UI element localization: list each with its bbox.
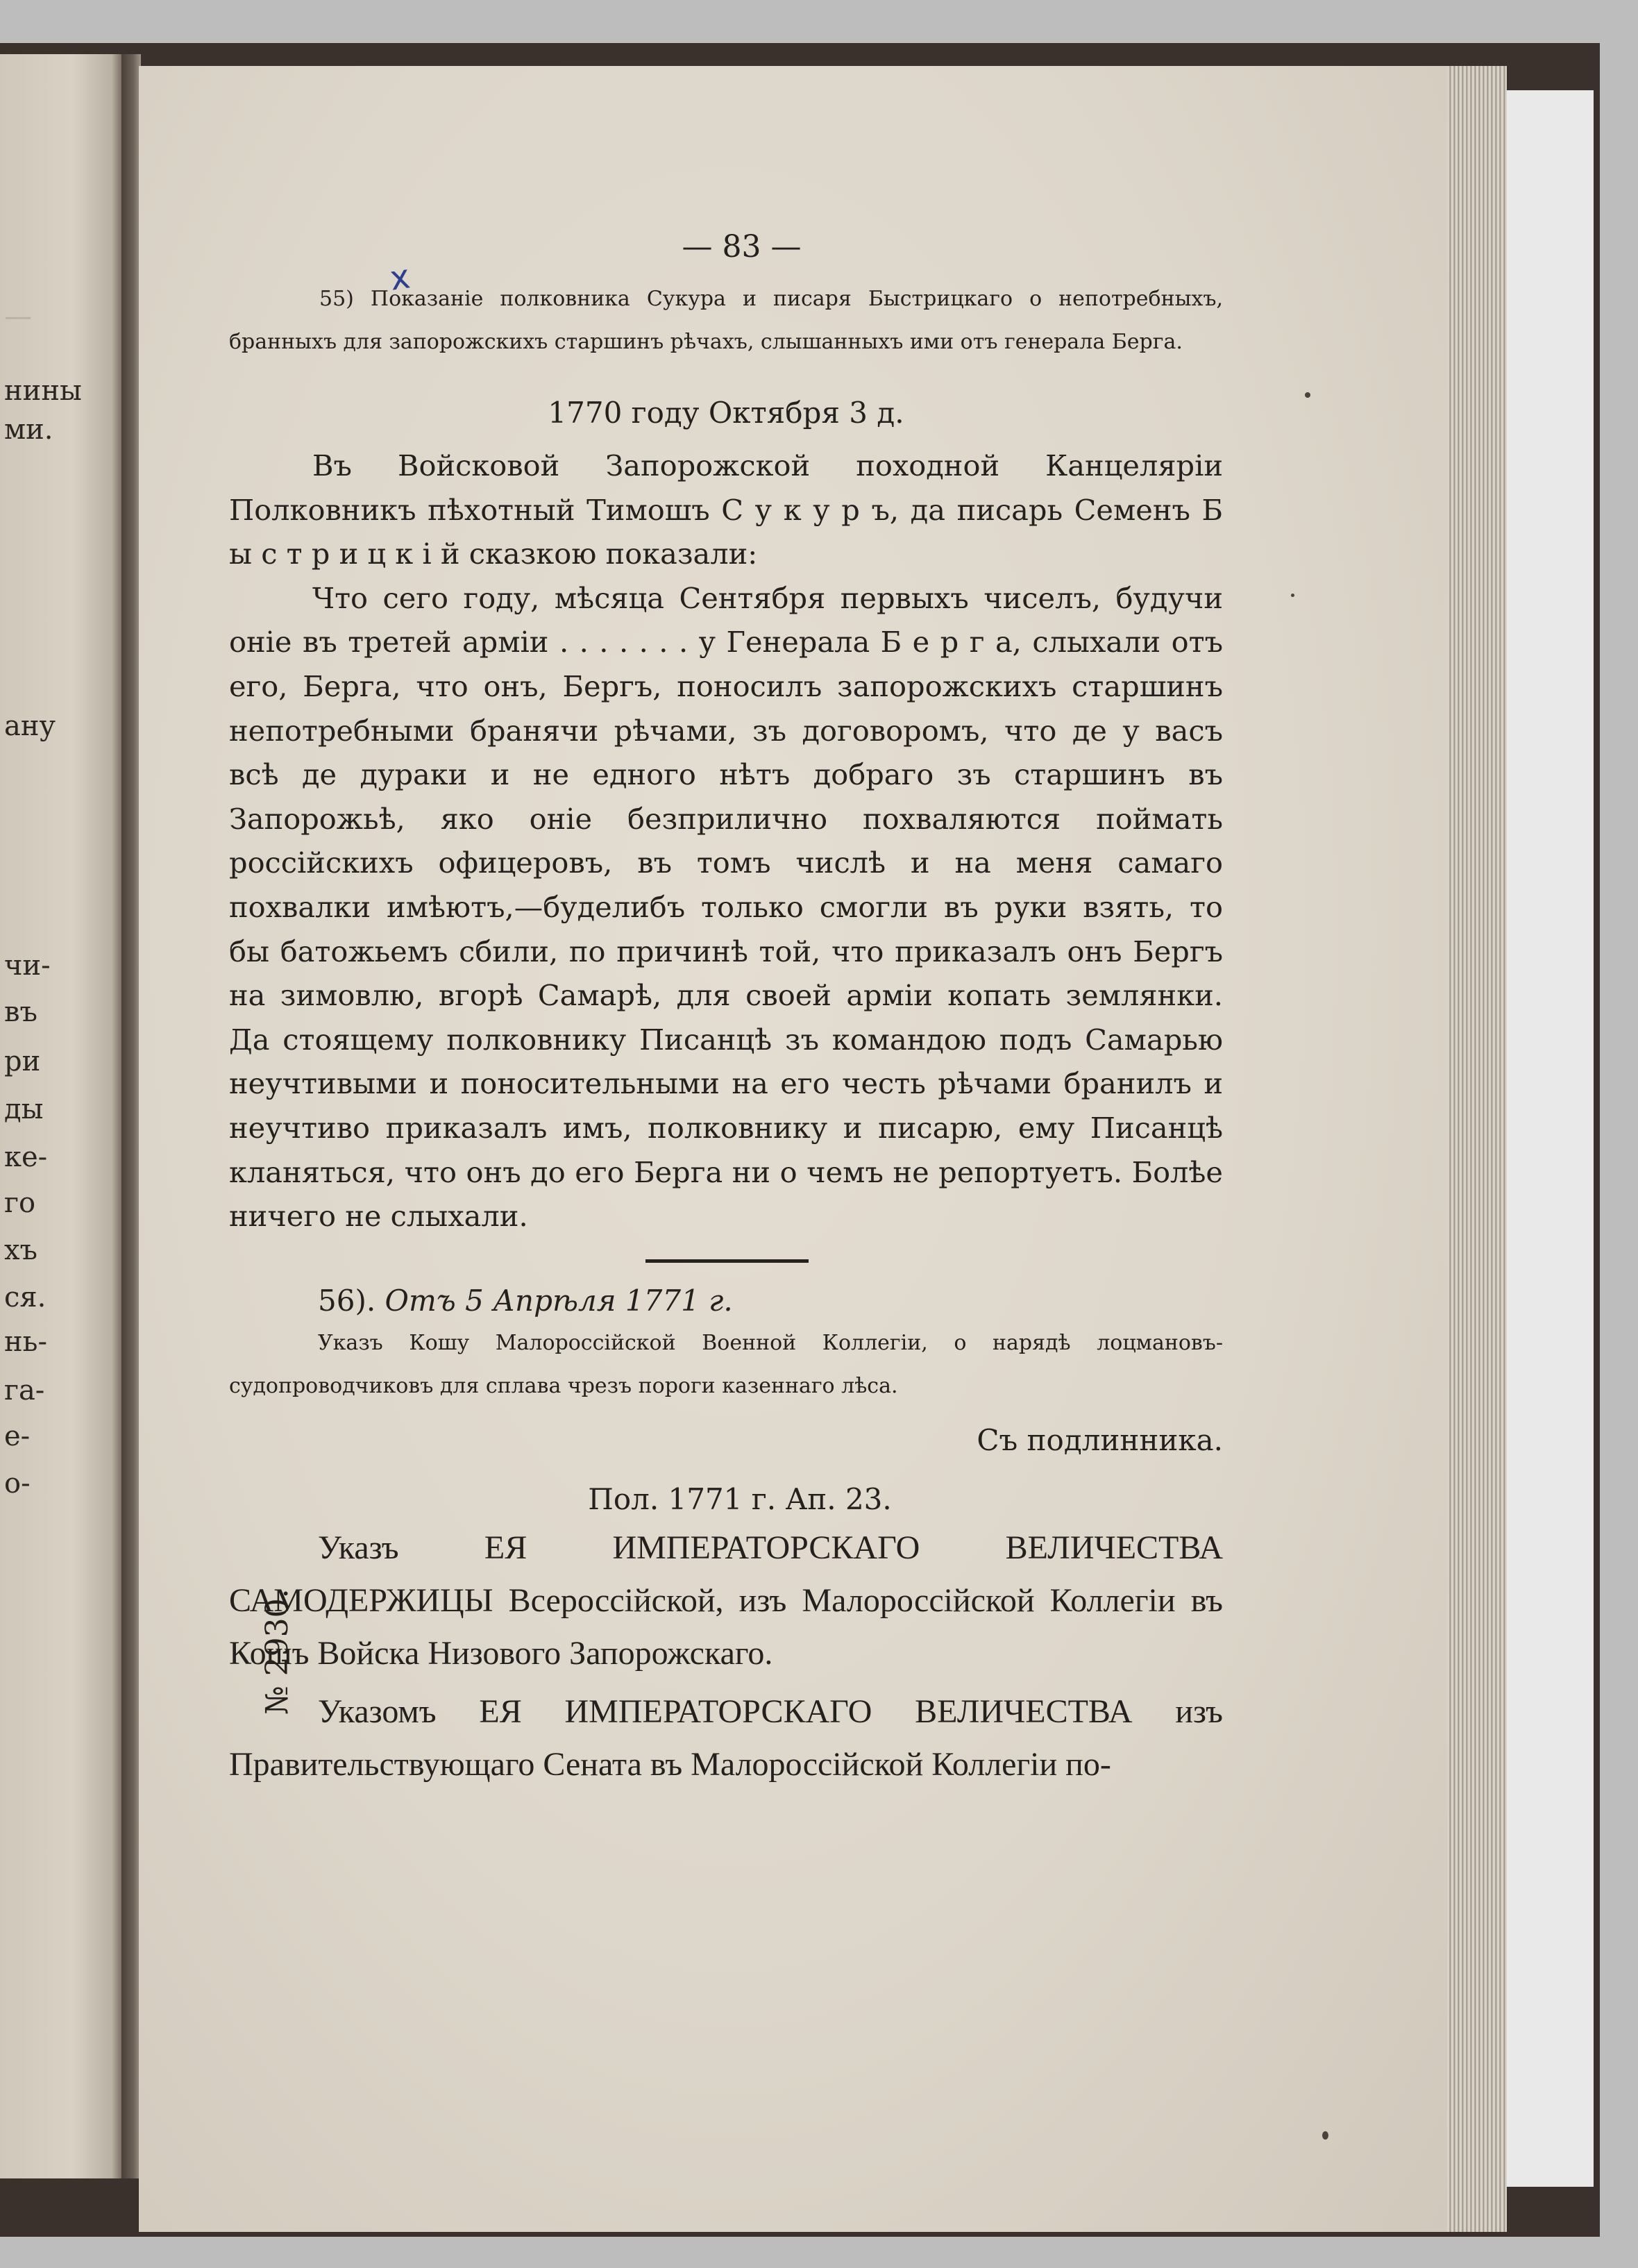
left-page-fragment: хъ bbox=[4, 1234, 38, 1266]
paper-speck bbox=[1305, 392, 1310, 398]
left-page-fragment: ри bbox=[4, 1045, 41, 1077]
left-page-fragment: е- bbox=[4, 1420, 31, 1452]
document-56-date: Отъ 5 Апрѣля 1771 г. bbox=[385, 1283, 733, 1318]
document-55-heading: 55) Показаніе полковника Сукура и писаря Быстрицкаго о непотребныхъ, бранныхъ для запорожскихъ старшинъ рѣчахъ, слышанныхъ ими отъ генерала Берга. bbox=[229, 287, 1223, 354]
received-date: Пол. 1771 г. Ап. 23. bbox=[588, 1481, 892, 1516]
left-page-fragment: нины bbox=[4, 375, 82, 407]
document-56-number: 56). bbox=[318, 1283, 376, 1318]
left-page-faint-text: — bbox=[4, 301, 32, 333]
document-55-paragraph: Въ Войсковой Запорожской походной Канцеляріи Полковникъ пѣхотный Тимошъ С у к у р ъ, да писарь Семенъ Б ы с т р и ц к і й сказкою показали: bbox=[229, 448, 1223, 571]
page-edges bbox=[1447, 66, 1507, 2232]
left-page-fragment: ану bbox=[4, 710, 56, 742]
margin-archive-number bbox=[255, 1569, 297, 1715]
paper-speck bbox=[1322, 2131, 1328, 2140]
page-content bbox=[229, 229, 1223, 1791]
left-page-fragment: чи- bbox=[4, 950, 51, 982]
paper-speck bbox=[1291, 594, 1294, 597]
left-page-edge bbox=[0, 54, 121, 2178]
handwritten-x-mark: x bbox=[387, 257, 413, 299]
left-page-fragment: га- bbox=[4, 1375, 45, 1406]
page-number: — 83 — bbox=[682, 229, 802, 264]
document-56-paragraph: Указъ ЕЯ ИМПЕРАТОРСКАГО ВЕЛИЧЕСТВА САМОДЕРЖИЦЫ Всероссійской, изъ Малороссійской Коллегіи въ Кошъ Войска Низового Запорожскаго. bbox=[229, 1529, 1223, 1672]
left-page-fragment: ся. bbox=[4, 1282, 47, 1313]
left-page-fragment: о- bbox=[4, 1468, 31, 1500]
left-page-fragment: ми. bbox=[4, 414, 53, 446]
background-strip bbox=[1507, 90, 1594, 2187]
left-page-fragment: въ bbox=[4, 996, 37, 1028]
book-gutter bbox=[121, 54, 141, 2178]
section-divider bbox=[645, 1259, 809, 1263]
left-page-fragment: нь- bbox=[4, 1326, 47, 1358]
document-56-title bbox=[229, 1284, 1223, 1318]
document-56-subtitle: Указъ Кошу Малороссійской Военной Коллегіи, о нарядѣ лоцмановъ-судопроводчиковъ для сплава чрезъ пороги казеннаго лѣса. bbox=[229, 1330, 1223, 1398]
left-page-fragment: ды bbox=[4, 1093, 44, 1125]
archive-number-text: № 2930. bbox=[260, 1588, 295, 1715]
left-page-fragment: го bbox=[4, 1187, 36, 1219]
document-55-date: 1770 году Октября 3 д. bbox=[548, 396, 904, 430]
source-note: Съ подлинника. bbox=[977, 1422, 1223, 1457]
left-page-fragment: ке- bbox=[4, 1141, 48, 1173]
document-56-paragraph: Указомъ ЕЯ ИМПЕРАТОРСКАГО ВЕЛИЧЕСТВА изъ Правительствующаго Сената въ Малороссійской Коллегіи по- bbox=[229, 1692, 1223, 1783]
document-55-paragraph: Что сего году, мѣсяца Сентября первыхъ чиселъ, будучи оніе въ третей арміи . . . . . . . у Генерала Б е р г а, слыхали отъ его, Берга, что онъ, Бергъ, поносилъ запорожскихъ старшинъ непотребными бранячи рѣчами, зъ договоромъ, что де у васъ всѣ де дураки и не едного нѣтъ добраго зъ старшинъ въ Запорожьѣ, яко оніе безприлично похваляются поймать россійскихъ офицеровъ, въ томъ числѣ и на меня самаго похвалки имѣютъ,—буделибъ только смогли въ руки взять, то бы батожьемъ сбили, по причинѣ той, что приказалъ онъ Бергъ на зимовлю, вгорѣ Самарѣ, для своей арміи копать землянки. Да стоящему полковнику Писанцѣ зъ командою подъ Самарью неучтивыми и поносительными на его честь рѣчами бранилъ и неучтиво приказалъ имъ, полковнику и писарю, ему Писанцѣ кланяться, что онъ до его Берга ни о чемъ не репортуетъ. Болѣе ничего не слыхали. bbox=[229, 580, 1223, 1234]
